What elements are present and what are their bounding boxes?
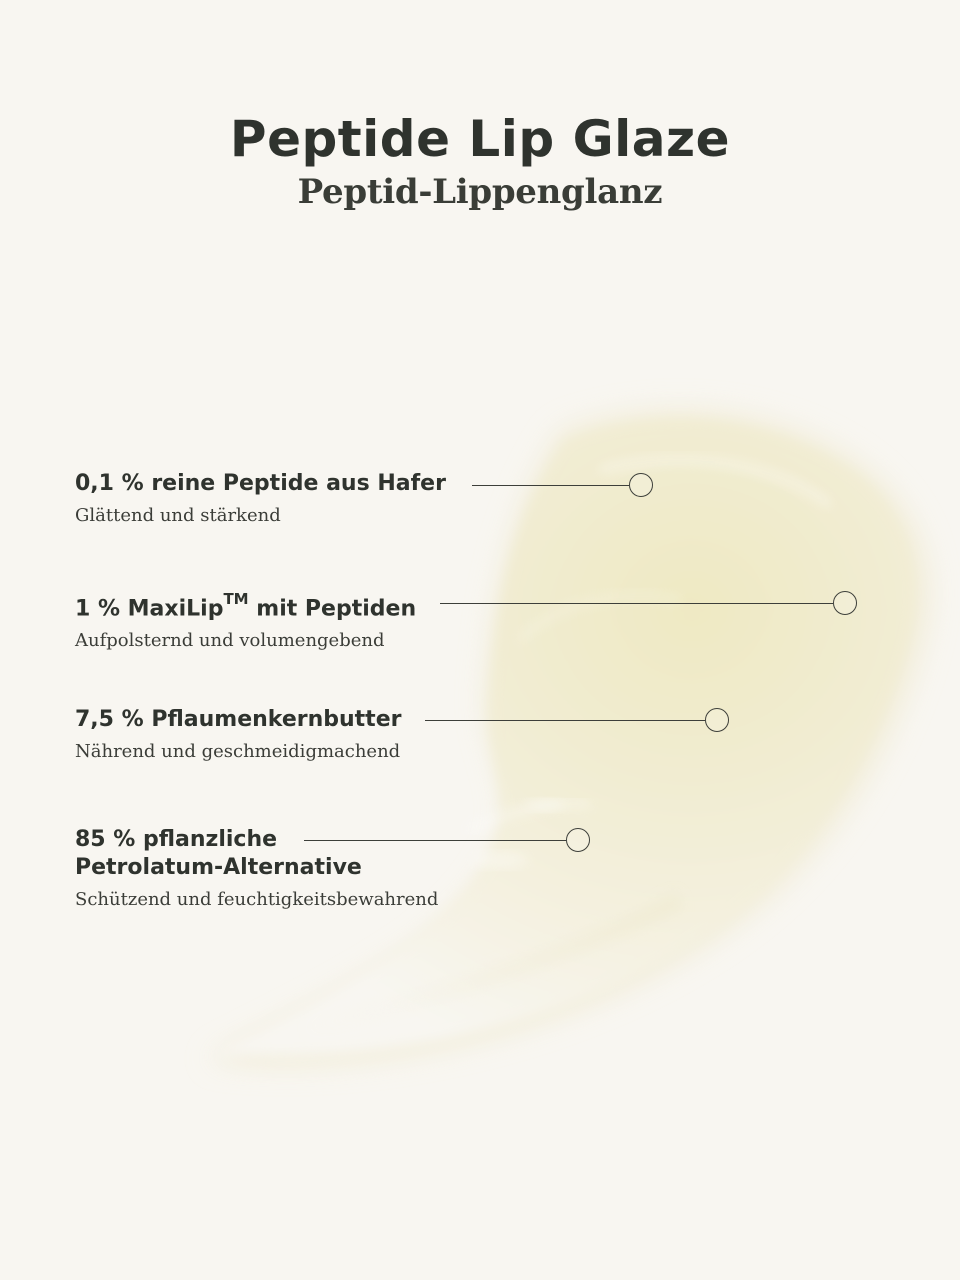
pointer-dot — [833, 591, 857, 615]
ingredient-title-line-2: Petrolatum-Alternative — [75, 855, 362, 880]
ingredient-callout-plum-butter — [75, 706, 401, 764]
ingredient-callout-maxilip — [75, 588, 416, 653]
ingredient-title: 0,1 % reine Peptide aus Hafer — [75, 471, 446, 496]
leader-line — [472, 485, 629, 486]
leader-line — [440, 603, 833, 604]
trademark-mark: TM — [223, 590, 249, 608]
leader-line — [425, 720, 705, 721]
pointer-dot — [629, 473, 653, 497]
ingredient-callout-petrolatum-alternative — [75, 826, 438, 912]
ingredient-description: Schützend und feuchtigkeitsbewahrend — [75, 889, 439, 910]
product-subtitle: Peptid-Lippenglanz — [297, 172, 663, 212]
ingredient-description: Glättend und stärkend — [75, 505, 281, 526]
pointer-dot — [566, 828, 590, 852]
leader-line — [304, 840, 566, 841]
ingredient-description: Nährend und geschmeidigmachend — [75, 741, 401, 762]
product-title: Peptide Lip Glaze — [229, 110, 731, 168]
ingredient-description: Aufpolsternd und volumengebend — [75, 630, 385, 652]
ingredient-title-line-1: 85 % pflanzliche — [75, 827, 278, 852]
ingredient-callout-oat-peptides — [75, 470, 446, 528]
ingredient-title: 1 % MaxiLip™ mit Peptiden — [75, 590, 417, 622]
ingredient-title: 7,5 % Pflaumenkernbutter — [75, 707, 402, 732]
pointer-dot — [705, 708, 729, 732]
